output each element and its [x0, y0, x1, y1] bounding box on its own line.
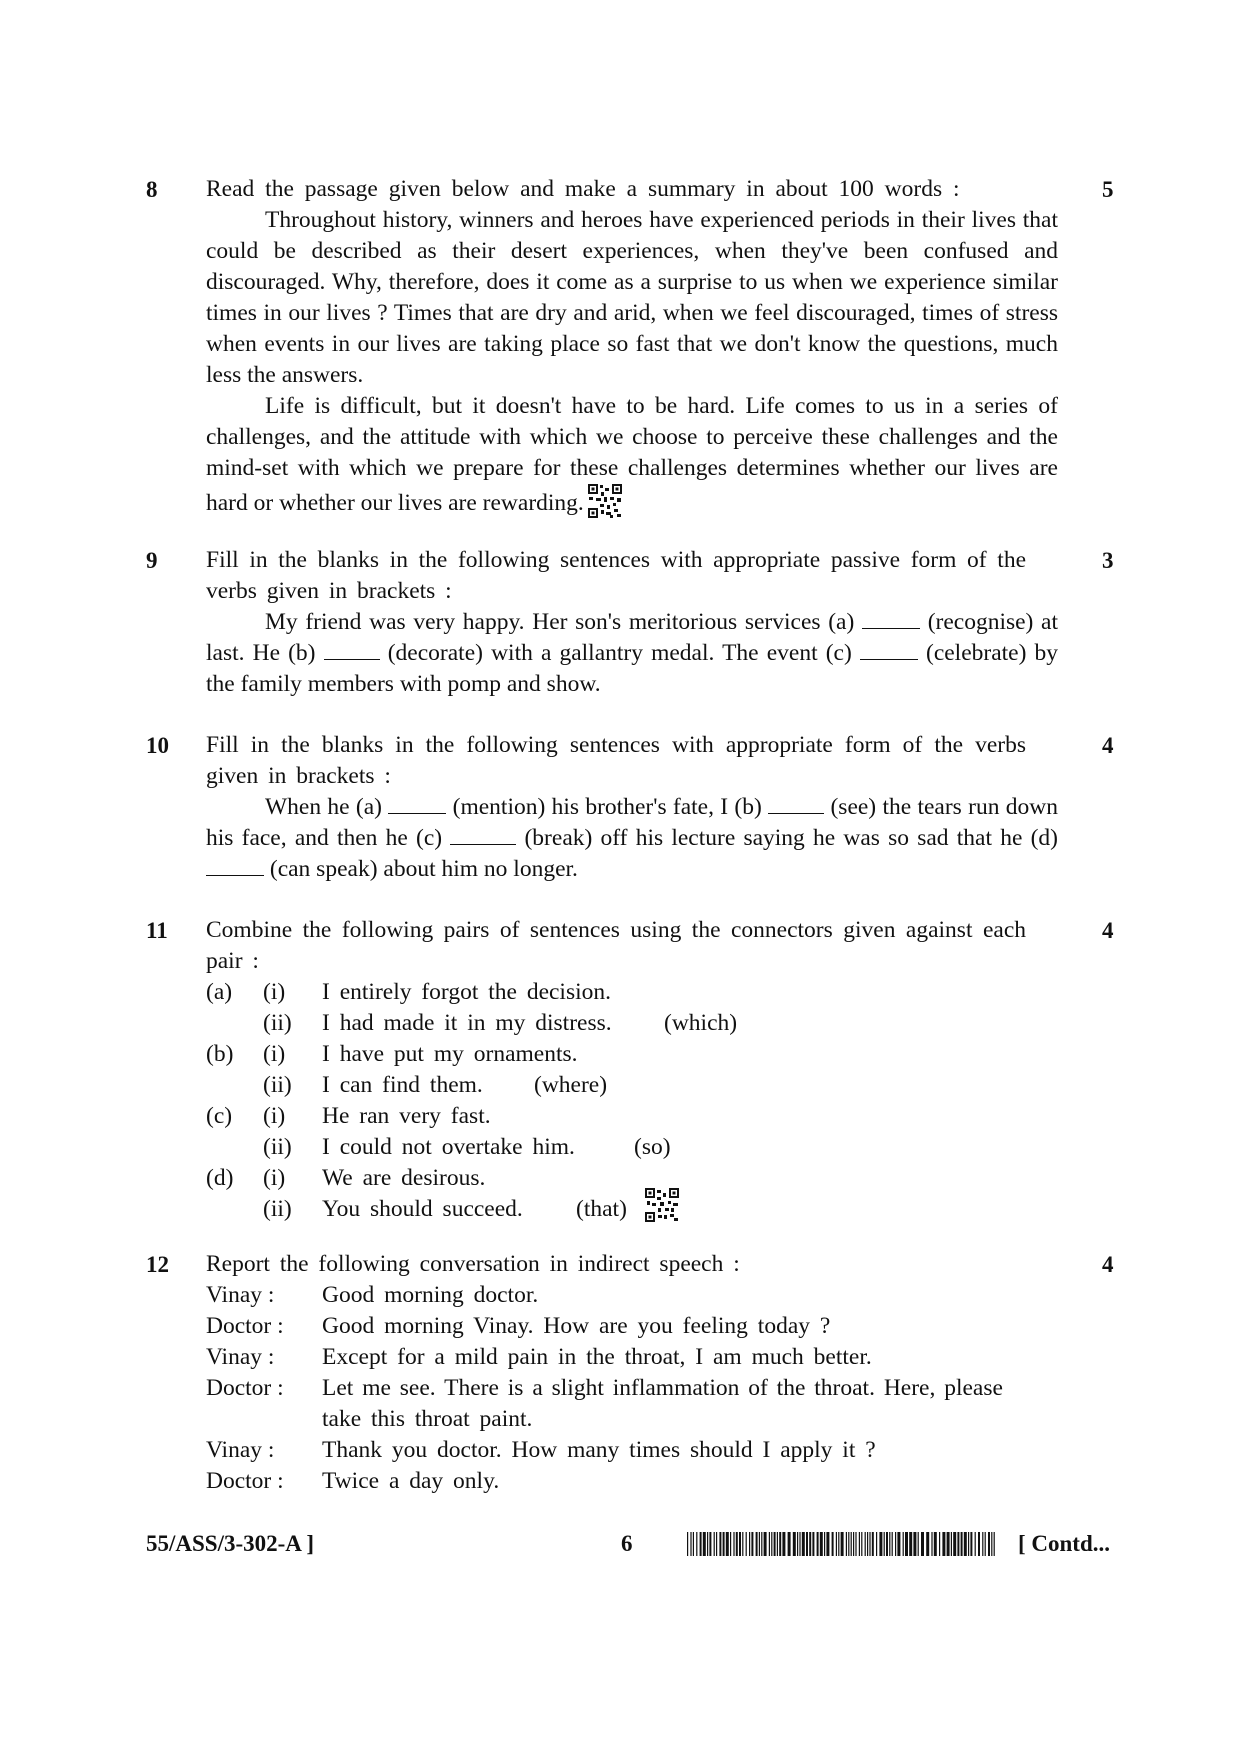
barcode-bar [942, 1532, 945, 1556]
barcode-bar [876, 1532, 877, 1556]
barcode-bar [848, 1532, 849, 1556]
barcode-bar [895, 1532, 896, 1556]
sub-label: (ii) [263, 1134, 292, 1160]
barcode-bar [779, 1532, 781, 1556]
question-number: 8 [146, 177, 158, 202]
list-item [0, 1194, 1240, 1225]
speaker-label: Vinay : [206, 1437, 275, 1463]
question-prompt: Combine the following pairs of sentences using the connectors given against each pair : [206, 917, 1026, 974]
sentence-text: I can find them. [322, 1072, 483, 1098]
barcode-bar [918, 1532, 919, 1556]
barcode-bar [867, 1532, 868, 1556]
dialogue-line [0, 1342, 1240, 1373]
barcode-bar [700, 1532, 702, 1556]
barcode-bar [739, 1532, 741, 1556]
sub-label: (i) [263, 1041, 286, 1067]
speaker-label: Doctor : [206, 1375, 284, 1401]
barcode-bar [709, 1532, 711, 1556]
sub-label: (i) [263, 979, 286, 1005]
sentence-text: (break) off his lecture saying he was so sad that he (d) [524, 825, 1058, 851]
question-body [206, 174, 1058, 519]
barcode-bar [970, 1532, 972, 1556]
item-label: (b) [206, 1041, 234, 1067]
barcode-bar [749, 1532, 750, 1556]
dialogue-text: Good morning Vinay. How are you feeling today ? [322, 1313, 831, 1339]
question-body [206, 545, 1058, 700]
barcode-bar [934, 1532, 937, 1556]
barcode-bar [964, 1532, 967, 1556]
list-item [0, 1070, 1240, 1101]
sentence-pairs [0, 977, 1240, 1225]
speaker-label: Doctor : [206, 1468, 284, 1494]
sentence-text: I entirely forgot the decision. [322, 979, 612, 1005]
dialogue-line [0, 1311, 1240, 1342]
dialogue-text: Good morning doctor. [322, 1282, 539, 1308]
list-item [0, 1163, 1240, 1194]
barcode-bar [905, 1532, 908, 1556]
list-item [0, 1008, 1240, 1039]
barcode-icon [687, 1532, 997, 1556]
dialogue-line [0, 1466, 1240, 1497]
item-label: (d) [206, 1165, 234, 1191]
passage-paragraph: Throughout history, winners and heroes have experienced periods in their lives that could be described as their desert experiences, when they've been confused and discouraged. Why, therefore, does it come as a surprise to us when we experience similar times in our lives ? Times that are dry and arid, when we feel discouraged, times of stress when events in our lives are taking place so fast that we don't know the questions, much less the answers. [206, 207, 1058, 388]
barcode-bar [865, 1532, 866, 1556]
barcode-bar [886, 1532, 888, 1556]
barcode-bar [756, 1532, 758, 1556]
barcode-bar [826, 1532, 829, 1556]
barcode-bar [897, 1532, 900, 1556]
barcode-bar [751, 1532, 753, 1556]
question-marks: 5 [1102, 177, 1114, 202]
barcode-bar [719, 1532, 721, 1556]
passage-text: Life is difficult, but it doesn't have to be hard. Life comes to us in a series of challenges, and the attitude with which we choose to perceive these challenges and the mind-set with which we prepare for these challenges determines whether our lives are hard or whether our lives are rewarding. [206, 393, 1058, 516]
barcode-bar [884, 1532, 885, 1556]
barcode-bar [774, 1532, 776, 1556]
answer-blank-a[interactable] [862, 608, 920, 629]
question-sentences [206, 607, 1058, 700]
barcode-bar [861, 1532, 862, 1556]
barcode-bar [726, 1532, 729, 1556]
connector-text: (that) [576, 1196, 627, 1222]
barcode-bar [892, 1532, 893, 1556]
continued-label: [ Contd... [1018, 1531, 1111, 1556]
barcode-bar [733, 1532, 734, 1556]
barcode-bar [714, 1532, 715, 1556]
barcode-bar [788, 1532, 791, 1556]
question-prompt: Read the passage given below and make a summary in about 100 words : [206, 176, 960, 202]
connector-text: (so) [634, 1134, 671, 1160]
question-marks: 3 [1102, 548, 1114, 573]
barcode-bar [777, 1532, 778, 1556]
barcode-bar [838, 1532, 839, 1556]
barcode-bar [869, 1532, 870, 1556]
barcode-bar [707, 1532, 708, 1556]
question-number: 9 [146, 548, 158, 573]
question-prompt: Fill in the blanks in the following sentences with appropriate passive form of the verbs given in brackets : [206, 547, 1026, 604]
dialogue-line [0, 1373, 1240, 1404]
barcode-bar [978, 1532, 980, 1556]
barcode-bar [859, 1532, 860, 1556]
sentence-text: I could not overtake him. [322, 1134, 575, 1160]
page-number: 6 [621, 1531, 633, 1556]
sub-label: (ii) [263, 1010, 292, 1036]
barcode-bar [947, 1532, 950, 1556]
qr-code-icon [645, 1188, 679, 1222]
barcode-bar [824, 1532, 825, 1556]
list-item [0, 1039, 1240, 1070]
dialogue-line [0, 1435, 1240, 1466]
sub-label: (ii) [263, 1072, 292, 1098]
sentence-text: (celebrate) by the family members with pomp and show. [206, 640, 1059, 697]
item-label: (a) [206, 979, 233, 1005]
barcode-bar [872, 1532, 874, 1556]
barcode-bar [853, 1532, 854, 1556]
barcode-bar [761, 1532, 762, 1556]
sentence-text: (see) the tears run down his face, and then he (c) [206, 794, 1058, 851]
barcode-bar [836, 1532, 837, 1556]
question-prompt: Fill in the blanks in the following sentences with appropriate form of the verbs given in brackets : [206, 732, 1026, 789]
dialogue-line [0, 1404, 1240, 1435]
barcode-bar [742, 1532, 743, 1556]
question-prompt: Report the following conversation in indirect speech : [206, 1251, 740, 1277]
speaker-label: Vinay : [206, 1282, 275, 1308]
barcode-bar [926, 1532, 929, 1556]
barcode-bar [817, 1532, 819, 1556]
barcode-bar [851, 1532, 852, 1556]
list-item [0, 1132, 1240, 1163]
sentence-text: When he (a) [265, 794, 382, 820]
list-item [0, 977, 1240, 1008]
question-number: 11 [146, 918, 168, 943]
question-marks: 4 [1102, 918, 1114, 943]
sentence-text: My friend was very happy. Her son's meritorious services (a) [265, 609, 855, 635]
sentence-text: I had made it in my distress. [322, 1010, 612, 1036]
paper-code: 55/ASS/3-302-A ] [146, 1531, 315, 1556]
answer-blank-b[interactable] [324, 639, 380, 660]
sentence-text: We are desirous. [322, 1165, 486, 1191]
answer-blank-a[interactable] [388, 793, 446, 814]
barcode-bar [771, 1532, 772, 1556]
connector-text: (where) [534, 1072, 608, 1098]
question-body [206, 730, 1058, 885]
barcode-bar [951, 1532, 952, 1556]
barcode-bar [764, 1532, 767, 1556]
barcode-bar [982, 1532, 983, 1556]
barcode-bar [939, 1532, 940, 1556]
barcode-bar [793, 1532, 796, 1556]
barcode-bar [820, 1532, 823, 1556]
sentence-text: I have put my ornaments. [322, 1041, 578, 1067]
sub-label: (ii) [263, 1196, 292, 1222]
barcode-bar [746, 1532, 747, 1556]
barcode-bar [968, 1532, 969, 1556]
barcode-bar [994, 1532, 995, 1556]
conversation [0, 1280, 1240, 1497]
barcode-bar [913, 1532, 916, 1556]
question-marks: 4 [1102, 733, 1114, 758]
dialogue-text: take this throat paint. [322, 1406, 533, 1432]
question-marks: 4 [1102, 1252, 1114, 1277]
barcode-bar [889, 1532, 890, 1556]
barcode-bar [759, 1532, 760, 1556]
barcode-bar [846, 1532, 847, 1556]
barcode-bar [991, 1532, 992, 1556]
barcode-bar [909, 1532, 912, 1556]
barcode-bar [687, 1532, 688, 1556]
question-number: 12 [146, 1252, 169, 1277]
answer-blank-c[interactable] [860, 639, 918, 660]
barcode-bar [716, 1532, 717, 1556]
barcode-bar [799, 1532, 800, 1556]
barcode-bar [921, 1532, 924, 1556]
barcode-bar [953, 1532, 956, 1556]
dialogue-text: Twice a day only. [322, 1468, 500, 1494]
item-label: (c) [206, 1103, 233, 1129]
connector-text: (which) [664, 1010, 738, 1036]
barcode-bar [809, 1532, 811, 1556]
answer-blank-d[interactable] [206, 855, 264, 876]
barcode-bar [730, 1532, 731, 1556]
barcode-bar [903, 1532, 904, 1556]
question-body [206, 1249, 1058, 1280]
barcode-bar [961, 1532, 963, 1556]
barcode-bar [985, 1532, 986, 1556]
barcode-bar [769, 1532, 770, 1556]
dialogue-line [0, 1280, 1240, 1311]
sentence-text: (recognise) at last. He (b) [206, 609, 1059, 666]
sub-label: (i) [263, 1165, 286, 1191]
sentence-text: (mention) his brother's fate, I (b) [452, 794, 762, 820]
passage-paragraph [206, 391, 1058, 519]
question-number: 10 [146, 733, 169, 758]
barcode-bar [855, 1532, 856, 1556]
sub-label: (i) [263, 1103, 286, 1129]
barcode-bar [723, 1532, 725, 1556]
barcode-bar [690, 1532, 691, 1556]
sentence-text: You should succeed. [322, 1196, 523, 1222]
sentence-text: He ran very fast. [322, 1103, 491, 1129]
sentence-text: (can speak) about him no longer. [269, 856, 578, 882]
barcode-bar [693, 1532, 694, 1556]
barcode-bar [879, 1532, 882, 1556]
answer-blank-c[interactable] [450, 824, 516, 845]
barcode-bar [696, 1532, 697, 1556]
barcode-bar [806, 1532, 808, 1556]
dialogue-text: Let me see. There is a slight inflammation of the throat. Here, please [322, 1375, 1003, 1401]
answer-blank-b[interactable] [768, 793, 824, 814]
barcode-bar [931, 1532, 932, 1556]
question-sentences [206, 792, 1058, 885]
sentence-text: (decorate) with a gallantry medal. The event (c) [387, 640, 852, 666]
barcode-bar [782, 1532, 785, 1556]
barcode-bar [832, 1532, 834, 1556]
barcode-bar [736, 1532, 738, 1556]
barcode-bar [988, 1532, 990, 1556]
page-footer [0, 1527, 1240, 1561]
dialogue-text: Except for a mild pain in the throat, I am much better. [322, 1344, 872, 1370]
barcode-bar [812, 1532, 814, 1556]
barcode-bar [975, 1532, 976, 1556]
barcode-bar [841, 1532, 844, 1556]
question-body [206, 915, 1058, 977]
speaker-label: Vinay : [206, 1344, 275, 1370]
barcode-bar [797, 1532, 798, 1556]
dialogue-text: Thank you doctor. How many times should I apply it ? [322, 1437, 876, 1463]
list-item [0, 1101, 1240, 1132]
speaker-label: Doctor : [206, 1313, 284, 1339]
qr-code-icon [588, 484, 622, 518]
barcode-bar [802, 1532, 805, 1556]
barcode-bar [703, 1532, 706, 1556]
barcode-bar [957, 1532, 959, 1556]
